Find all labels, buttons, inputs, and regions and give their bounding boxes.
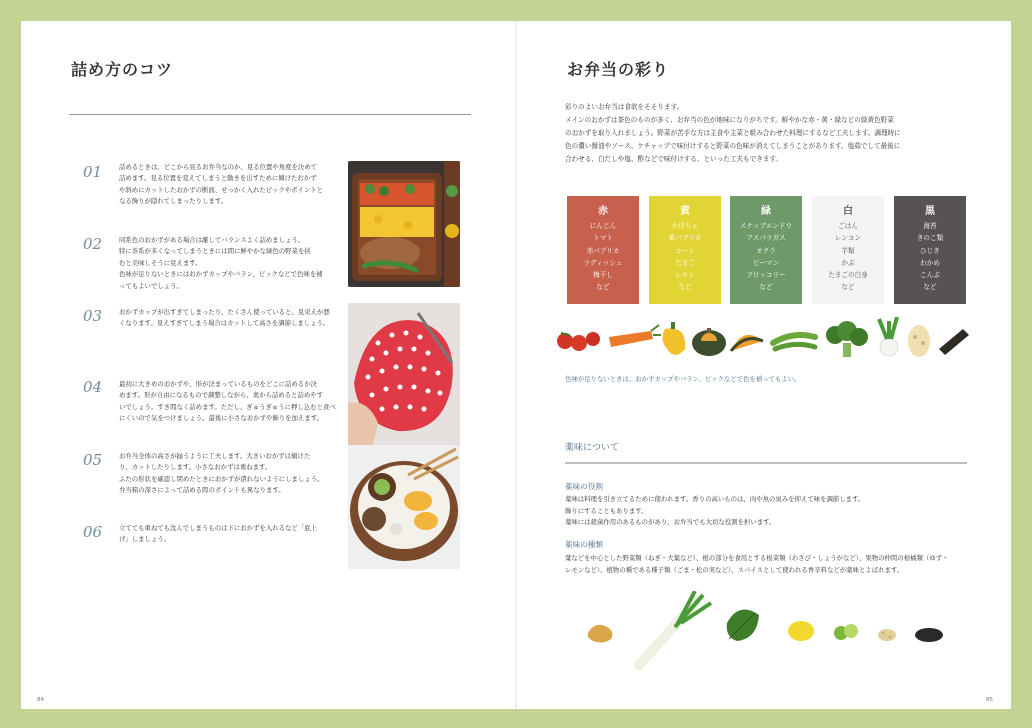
color-group-item: トマト — [593, 234, 613, 243]
tip-text: 同系色のおかずがある場合は離してバランスよく詰めましょう。 特に茶系が多くなってしまうときには間に鮮やかな緑色の野菜を挟 むと美味しそうに見えます。 色味が足りないときにはおかずカップやバラン、ピックなどで色味を補 ってもよいでしょう。 — [119, 236, 323, 290]
kombu-icon — [939, 329, 969, 355]
vegetable-illustrations — [553, 317, 971, 361]
tip-number: 02 — [83, 235, 103, 253]
ginger-icon — [588, 625, 613, 643]
color-group-item: ブロッコリー — [746, 271, 786, 280]
color-group-box — [894, 196, 966, 304]
bento-photo-image — [348, 161, 460, 287]
color-group-item: 梅干し — [593, 271, 613, 280]
right-page — [517, 21, 1011, 709]
tip-text: 詰めるときは、どこから見るお弁当なのか、見る位置や角度を決めて 詰めます。見る位置を変えてしまうと動きを出すために傾けたおかず や斜めにカットしたおかずの断面、せっかく入れたピックやポイントと なる飾りが隠れてしまったりします。 — [119, 163, 324, 206]
color-group-box — [730, 196, 802, 304]
tip-number: 06 — [83, 523, 103, 541]
color-group-item: わかめ — [920, 258, 940, 267]
color-group-heading: 黄 — [680, 206, 690, 217]
color-group-item: ごはん — [838, 222, 858, 230]
page-title: 詰め方のコツ — [71, 60, 174, 79]
color-group-item: 芋類 — [841, 246, 855, 255]
color-group-item: きのこ類 — [916, 234, 944, 243]
color-group-item: レンコン — [834, 234, 862, 243]
title-rule — [69, 114, 471, 115]
color-group-item: たまご — [675, 258, 695, 267]
color-group-item: こんぶ — [920, 271, 940, 280]
color-group-box — [567, 196, 639, 304]
types-text: 葉などを中心とした野菜類（ねぎ・大葉など）、根の部分を食用とする根菜類（わさび・しょうがなど）、果物の仲間の柑橘類（ゆず・ レモンなど）、植物の種である種子類（ごま・松の実など）、スパイスとして使われる香辛料などが薬味とよばれます。 — [565, 554, 949, 574]
page-title: お弁当の彩り — [567, 60, 670, 79]
tip-text: 立てても重ねても沈んでしまうものは下におかずを入れるなど「底上 げ」しましょう。 — [119, 524, 317, 544]
tip-number: 04 — [83, 378, 103, 396]
intro-text: 彩りのよいお弁当は食欲をそそります。 メインのおかずは茶色のものが多く、お弁当の色が地味になりがちです。鮮やかな赤・黄・緑などの緑黄色野菜 のおかずを取り入れましょう。野菜が苦手な方は主食や主菜と組み合わせた料理にするなど工夫します。調理時に 色の濃い醤油やソース、ケチャップで味付けすると野菜の色味が消えてしまうことがあります。塩茹でして最後に 合わせる、白だしや塩、酢などで味付けする、といった工夫もできます。 — [565, 103, 901, 163]
color-group-item: など — [923, 283, 937, 292]
bento-box-photo — [348, 445, 460, 569]
color-group-item: ラディッシュ — [583, 258, 623, 267]
carrot-icon — [609, 325, 661, 347]
color-group-item: ひじき — [920, 246, 940, 255]
color-group-heading: 黒 — [925, 206, 935, 217]
color-group-item: ピーマン — [752, 258, 780, 267]
page-number: 84 — [37, 697, 44, 703]
pepper-icon — [662, 322, 685, 355]
tip-number: 03 — [83, 307, 103, 325]
color-group-item: かぼちゃ — [671, 222, 699, 230]
tip-text: お弁当全体の高さが揃うように工夫します。大きいおかずは傾けた り、カットしたりします。小さなおかずは重ねます。 ふたの形状を確認し閉めたときにおかずが潰れないようにしましょう。 弁当箱の深さによって詰める際のポイントも異なります。 — [119, 452, 324, 495]
broccoli-icon — [826, 321, 868, 357]
bento-box-photo-image — [348, 445, 460, 569]
page-number: 85 — [986, 697, 993, 703]
color-group-item: など — [596, 283, 610, 292]
black-sesame-icon — [915, 628, 943, 642]
left-page — [21, 21, 515, 709]
color-group-item: レモン — [675, 271, 695, 280]
color-group-item: 海苔 — [923, 222, 937, 230]
color-group-item: かぶ — [841, 258, 855, 267]
color-group-item: たまごの白身 — [828, 271, 868, 280]
color-group-box — [812, 196, 884, 304]
lemon-icon — [788, 621, 814, 641]
food-cup-photo — [348, 303, 460, 449]
tip-number: 01 — [83, 163, 103, 181]
turnip-icon — [879, 317, 898, 356]
tip-text: 最初に大きめのおかずや、形が決まっているものをどこに詰めるか決 めます。形が自由になるもので調整しながら、奥から詰めると詰めやす いでしょう。すき間なく詰めます。ただし、ぎゅうぎゅうに押し込むと食べ にくいので気をつけましょう。最後に小さなおかずや飾りを加えます。 — [119, 380, 336, 423]
snap-pea-icon — [773, 335, 815, 349]
color-group-item: コーン — [675, 246, 695, 255]
color-group-heading: 緑 — [761, 206, 771, 217]
bento-photo — [348, 161, 460, 287]
pine-nut-icon — [878, 629, 896, 641]
color-group-heading: 白 — [843, 206, 853, 217]
color-group-item: オクラ — [756, 246, 776, 255]
tip-number: 05 — [83, 451, 103, 469]
role-heading: 薬味の役割 — [565, 482, 603, 491]
color-group-box — [649, 196, 721, 304]
role-text: 薬味は料理を引き立てるために使われます。香りの高いものは、肉や魚の臭みを抑えて味を調節します。 飾りにすることもあります。 薬味には殺菌作用のあるものがあり、お弁当でも大切な役割を担います。 — [565, 495, 865, 527]
pumpkin-icon — [692, 328, 726, 356]
section-rule — [565, 462, 967, 464]
pumpkin-slice-icon — [731, 335, 763, 351]
color-group-item: スナップエンドウ — [739, 222, 793, 230]
food-cup-photo-image — [348, 303, 460, 449]
color-group-item: 黄パプリカ — [668, 234, 702, 243]
shiso-leaf-icon — [727, 610, 759, 641]
lime-icon — [834, 624, 858, 640]
vegetables-image — [553, 317, 971, 361]
color-group-heading: 赤 — [598, 206, 608, 217]
types-heading: 薬味の種類 — [565, 540, 603, 549]
color-group-item: など — [678, 283, 692, 292]
green-onion-icon — [639, 591, 711, 665]
color-group-item: など — [759, 283, 773, 292]
section-heading: 薬味について — [565, 443, 619, 453]
lotus-root-icon — [908, 325, 930, 357]
color-group-item: 赤パプリカ — [586, 246, 620, 255]
color-note: 色味が足りないときは、おかずカップやバラン、ピックなどで色を補ってもよい。 — [565, 375, 801, 383]
herbs-image — [577, 591, 957, 681]
color-group-item: アスパラガス — [746, 234, 786, 243]
color-group-item: など — [841, 283, 855, 292]
herb-illustrations — [577, 591, 957, 681]
tomato-icon — [557, 332, 600, 351]
tip-text: おかずカップが出すぎてしまったり、たくさん使っていると、見栄えが悪 くなります。見えすぎてしまう場合はカットして高さを調節しましょう。 — [119, 308, 330, 328]
color-group-item: にんじん — [589, 222, 617, 230]
